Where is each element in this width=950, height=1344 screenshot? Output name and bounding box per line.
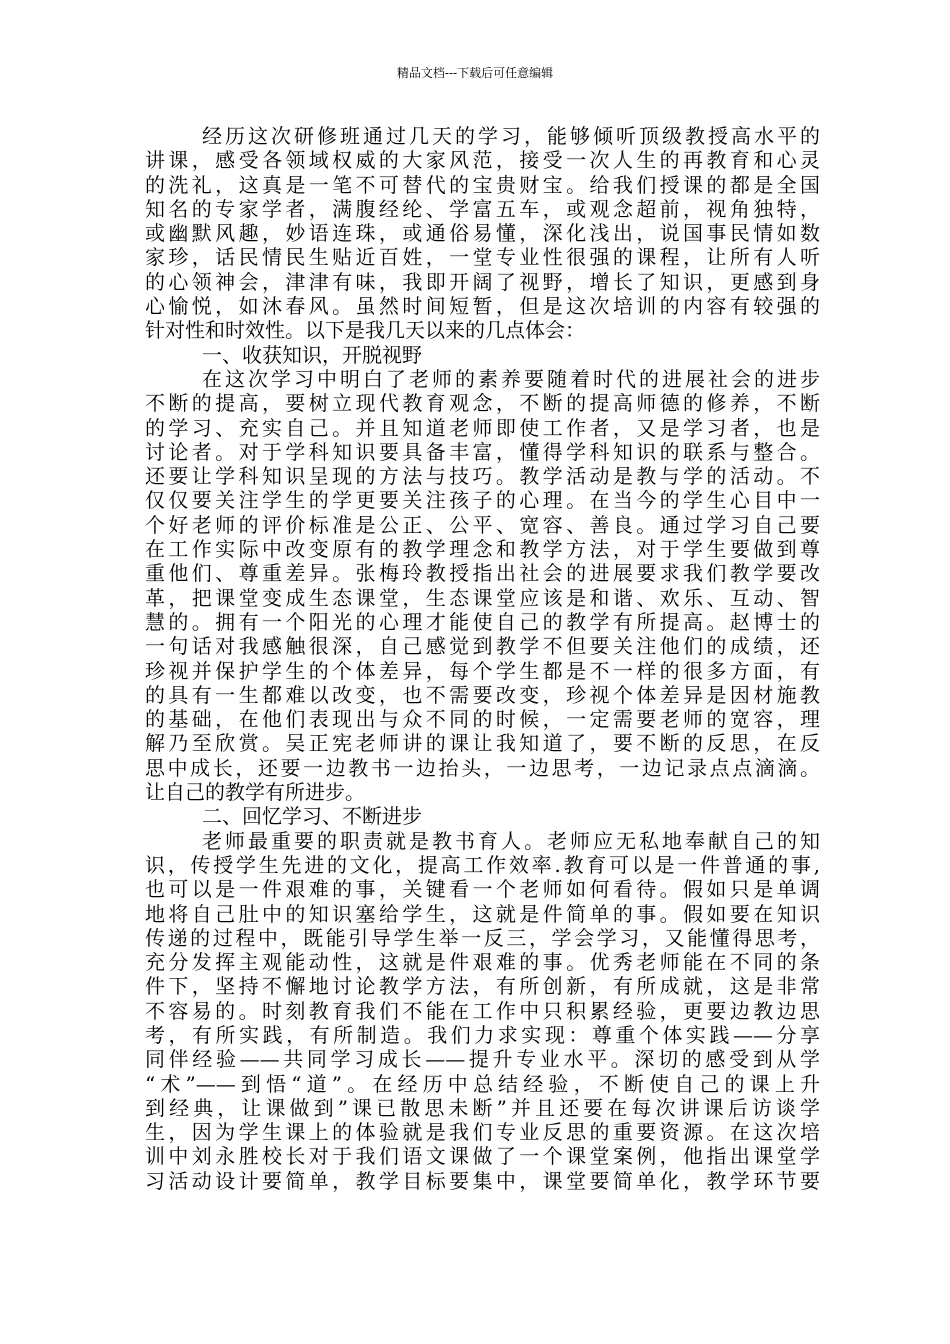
text-line: 件下，坚持不懈地讨论教学方法，有所创新，有所成就，这是非常 (145, 974, 820, 999)
text-line: 考，有所实践，有所制造。我们力求实现：尊重个体实践——分享 (145, 1022, 820, 1047)
text-line: 家珍，话民情民生贴近百姓，一堂专业性很强的课程，让所有人听 (145, 245, 820, 270)
text-line: 思中成长，还要一边教书一边抬头，一边思考，一边记录点点滴滴。 (145, 755, 820, 780)
text-line: 训中刘永胜校长对于我们语文课做了一个课堂案例，他指出课堂学 (145, 1144, 820, 1169)
text-line: 的基础，在他们表现出与众不同的时候，一定需要老师的宽容，理 (145, 707, 820, 732)
text-line: 不断的提高，要树立现代教育观念，不断的提高师德的修养，不断 (145, 391, 820, 416)
text-line: 充分发挥主观能动性，这就是件艰难的事。优秀老师能在不同的条 (145, 950, 820, 975)
text-line: 心愉悦，如沐春风。虽然时间短暂，但是这次培训的内容有较强的 (145, 294, 820, 319)
text-line: “术”——到悟“道”。在经历中总结经验，不断使自己的课上升 (145, 1071, 820, 1096)
document-body (145, 124, 820, 1193)
text-line: 在工作实际中改变原有的教学理念和教学方法，对于学生要做到尊 (145, 537, 820, 562)
text-line: 讨论者。对于学科知识要具备丰富，懂得学科知识的联系与整合。 (145, 439, 820, 464)
text-line: 传递的过程中，既能引导学生举一反三，学会学习，又能懂得思考， (145, 925, 820, 950)
text-line: 针对性和时效性。以下是我几天以来的几点体会： (145, 318, 585, 343)
text-line: 的心领神会，津津有味，我即开阔了视野，增长了知识，更感到身 (145, 269, 820, 294)
text-line: 在这次学习中明白了老师的素养要随着时代的进展社会的进步 (202, 366, 820, 391)
text-line: 的具有一生都难以改变，也不需要改变，珍视个体差异是因材施教 (145, 682, 820, 707)
text-line: 的学习、充实自己。并且知道老师即使工作者，又是学习者，也是 (145, 415, 820, 440)
section-heading: 二、回忆学习、不断进步 (202, 804, 422, 829)
text-line: 让自己的教学有所进步。 (145, 780, 365, 805)
text-line: 不容易的。时刻教育我们不能在工作中只积累经验，更要边教边思 (145, 998, 820, 1023)
text-line: 也可以是一件艰难的事，关键看一个老师如何看待。假如只是单调 (145, 877, 820, 902)
text-line: 还要让学科知识呈现的方法与技巧。教学活动是教与学的活动。不 (145, 464, 820, 489)
text-line: 老师最重要的职责就是教书育人。老师应无私地奉献自己的知 (202, 828, 820, 853)
text-line: 仅仅要关注学生的学更要关注孩子的心理。在当今的学生心目中一 (145, 488, 820, 513)
text-line: 识，传授学生先进的文化，提高工作效率.教育可以是一件普通的事, (145, 852, 820, 877)
text-line: 习活动设计要简单，教学目标要集中，课堂要简单化，教学环节要 (145, 1168, 820, 1193)
text-line: 知名的专家学者，满腹经纶、学富五车，或观念超前，视角独特， (145, 196, 820, 221)
text-line: 的洗礼，这真是一笔不可替代的宝贵财宝。给我们授课的都是全国 (145, 172, 820, 197)
text-line: 革，把课堂变成生态课堂，生态课堂应该是和谐、欢乐、互动、智 (145, 585, 820, 610)
section-heading: 一、收获知识，开脱视野 (202, 342, 422, 367)
text-line: 生，因为学生课上的体验就是我们专业反思的重要资源。在这次培 (145, 1120, 820, 1145)
text-line: 或幽默风趣，妙语连珠，或通俗易懂，深化浅出，说国事民情如数 (145, 221, 820, 246)
page-header: 精品文档---下载后可任意编辑 (396, 66, 554, 80)
text-line: 经历这次研修班通过几天的学习，能够倾听顶级教授高水平的 (202, 124, 820, 148)
text-line: 一句话对我感触很深，自己感觉到教学不但要关注他们的成绩，还 (145, 634, 820, 659)
text-line: 重他们、尊重差异。张梅玲教授指出社会的进展要求我们教学要改 (145, 561, 820, 586)
text-line: 珍视并保护学生的个体差异，每个学生都是不一样的很多方面，有 (145, 658, 820, 683)
text-line: 慧的。拥有一个阳光的心理才能使自己的教学有所提高。赵博士的 (145, 609, 820, 634)
text-line: 地将自己肚中的知识塞给学生，这就是件简单的事。假如要在知识 (145, 901, 820, 926)
text-line: 解乃至欣赏。吴正宪老师讲的课让我知道了，要不断的反思，在反 (145, 731, 820, 756)
text-line: 个好老师的评价标准是公正、公平、宽容、善良。通过学习自己要 (145, 512, 820, 537)
text-line: 讲课，感受各领域权威的大家风范，接受一次人生的再教育和心灵 (145, 148, 820, 173)
text-line: 同伴经验——共同学习成长——提升专业水平。深切的感受到从学 (145, 1047, 820, 1072)
text-line: 到经典，让课做到”课已散思未断”并且还要在每次讲课后访谈学 (145, 1095, 820, 1120)
